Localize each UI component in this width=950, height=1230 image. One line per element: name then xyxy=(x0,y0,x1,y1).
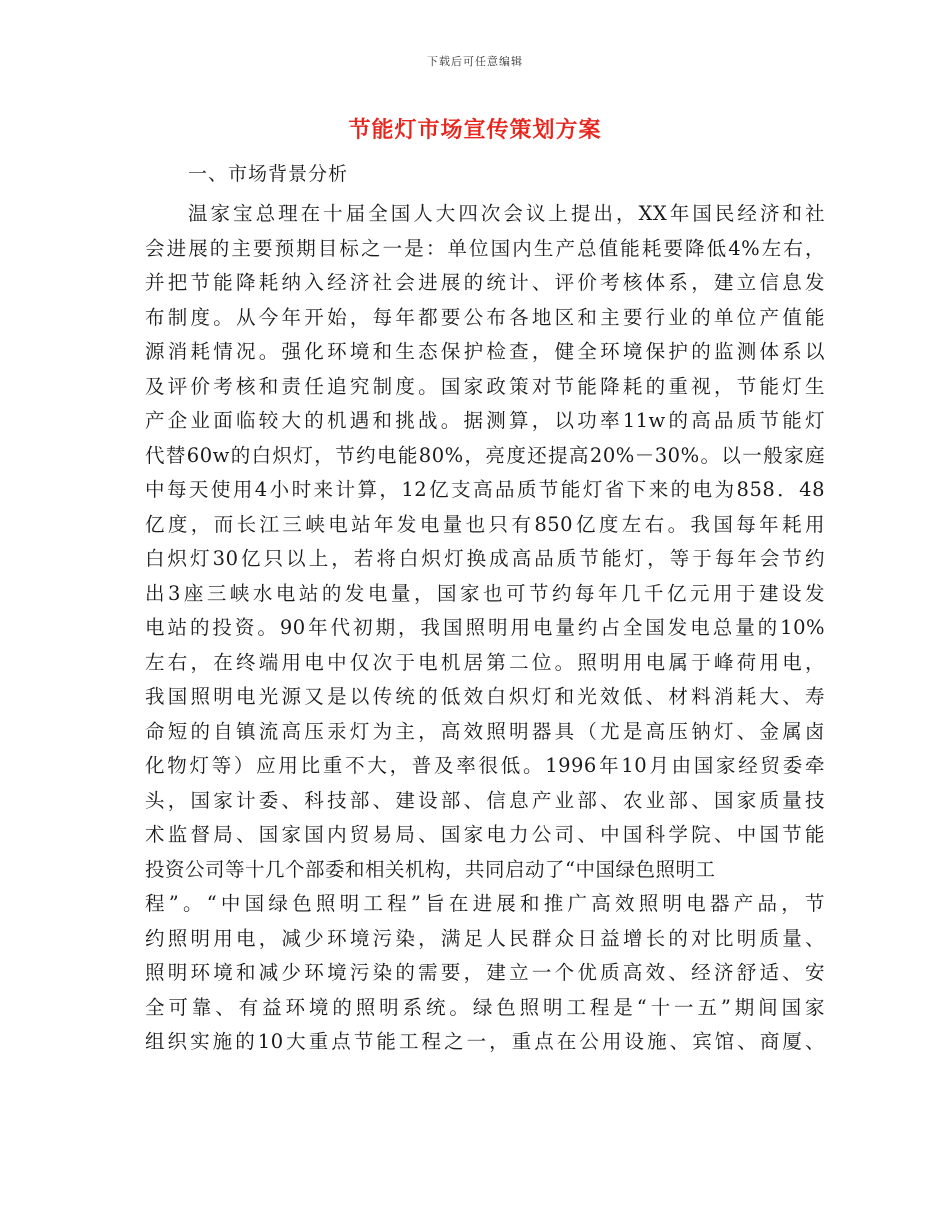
paragraph-line: 全可靠、有益环境的照明系统。绿色照明工程是“十一五”期间国家 xyxy=(145,995,825,1019)
paragraph-line: 左右，在终端用电中仅次于电机居第二位。照明用电属于峰荷用电， xyxy=(145,650,825,674)
paragraph-line: 亿度，而长江三峡电站年发电量也只有850亿度左右。我国每年耗用 xyxy=(145,512,825,536)
paragraph-line: 约照明用电，减少环境污染，满足人民群众日益增长的对比明质量、 xyxy=(145,926,825,950)
paragraph-line: 出3座三峡水电站的发电量，国家也可节约每年几千亿元用于建设发 xyxy=(145,581,825,605)
paragraph-line: 中每天使用4小时来计算，12亿支高品质节能灯省下来的电为858．48 xyxy=(145,478,825,501)
paragraph-line: 我国照明电光源又是以传统的低效白炽灯和光效低、材料消耗大、寿 xyxy=(145,685,825,708)
paragraph-line: 命短的自镇流高压汞灯为主，高效照明器具（尤是高压钠灯、金属卤 xyxy=(145,719,825,743)
document-title: 节能灯市场宣传策划方案 xyxy=(348,117,602,143)
paragraph-line: 白炽灯30亿只以上，若将白炽灯换成高品质节能灯，等于每年会节约 xyxy=(145,547,825,570)
paragraph-line: 温家宝总理在十届全国人大四次会议上提出，XX年国民经济和社 xyxy=(188,202,825,225)
paragraph-line: 照明环境和减少环境污染的需要，建立一个优质高效、经济舒适、安 xyxy=(145,961,825,984)
paragraph-line: 会进展的主要预期目标之一是：单位国内生产总值能耗要降低4%左右， xyxy=(145,236,825,260)
paragraph-line: 及评价考核和责任追究制度。国家政策对节能降耗的重视，节能灯生 xyxy=(145,374,825,398)
page-header-note: 下载后可任意编辑 xyxy=(427,55,523,68)
paragraph-line: 电站的投资。90年代初期，我国照明用电量约占全国发电总量的10% xyxy=(145,616,825,639)
paragraph-line: 组织实施的10大重点节能工程之一，重点在公用设施、宾馆、商厦、 xyxy=(145,1030,825,1053)
paragraph-line: 头，国家计委、科技部、建设部、信息产业部、农业部、国家质量技 xyxy=(145,788,825,812)
paragraph-line: 术监督局、国家国内贸易局、国家电力公司、中国科学院、中国节能 xyxy=(145,823,825,846)
paragraph-line: 化物灯等）应用比重不大，普及率很低。1996年10月由国家经贸委牵 xyxy=(145,754,825,777)
paragraph-line: 代替60w的白炽灯，节约电能80%，亮度还提高20%－30%。以一般家庭 xyxy=(145,443,825,467)
paragraph-line: 投资公司等十几个部委和相关机构，共同启动了“中国绿色照明工 xyxy=(145,857,716,881)
paragraph-line: 源消耗情况。强化环境和生态保护检查，健全环境保护的监测体系以 xyxy=(145,340,825,363)
paragraph-line: 程”。“中国绿色照明工程”旨在进展和推广高效照明电器产品，节 xyxy=(145,892,825,915)
body-paragraph xyxy=(145,197,825,1060)
section-heading: 一、市场背景分析 xyxy=(188,163,349,185)
paragraph-line: 产企业面临较大的机遇和挑战。据测算，以功率11w的高品质节能灯 xyxy=(145,409,825,432)
paragraph-line: 并把节能降耗纳入经济社会进展的统计、评价考核体系，建立信息发 xyxy=(145,271,825,294)
paragraph-line: 布制度。从今年开始，每年都要公布各地区和主要行业的单位产值能 xyxy=(145,305,825,329)
